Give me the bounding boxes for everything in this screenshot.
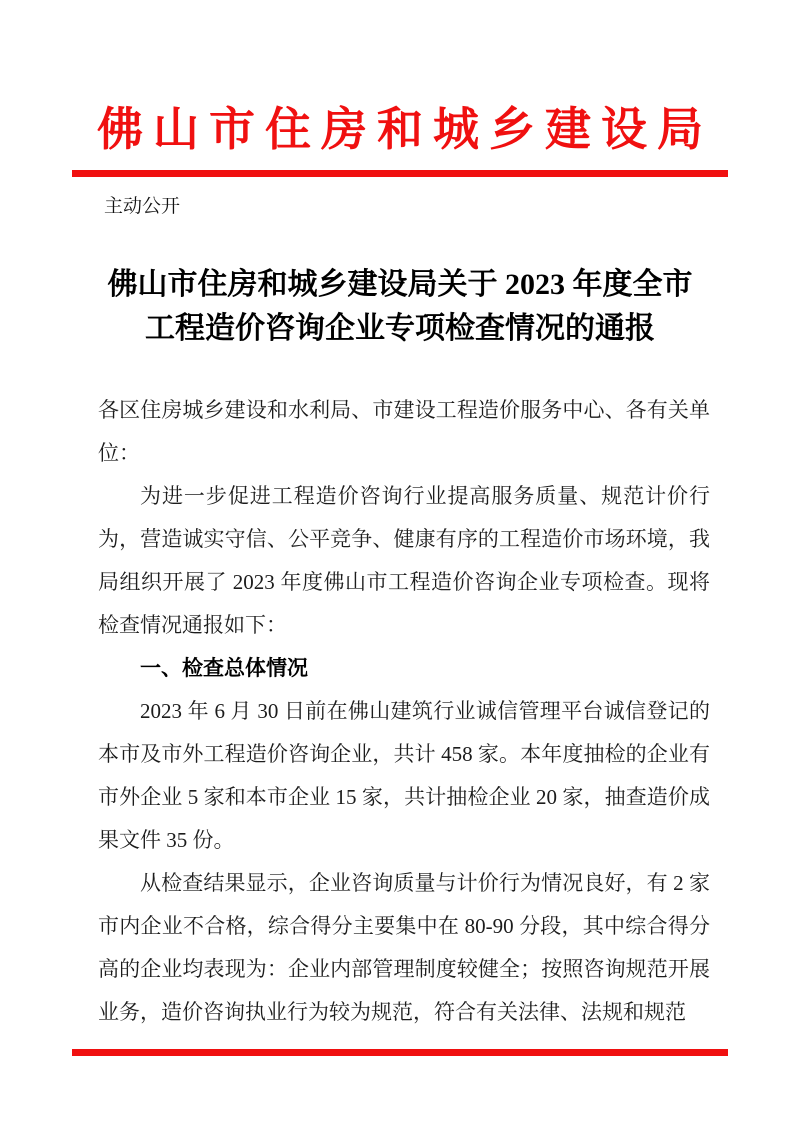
publish-status-label: 主动公开 bbox=[104, 196, 181, 217]
agency-masthead-title: 佛山市住房和城乡建设局 bbox=[97, 104, 713, 155]
intro-paragraph: 为进一步促进工程造价咨询行业提高服务质量、规范计价行为，营造诚实守信、公平竞争、健康有序的工程造价市场环境，我局组织开展了 2023 年度佛山市工程造价咨询企业专项检查。现将检查情况通报如下： bbox=[98, 484, 710, 637]
document-title-line-1: 佛山市住房和城乡建设局关于 2023 年度全市 bbox=[107, 268, 693, 301]
document-title bbox=[60, 263, 740, 351]
salutation-line: 各区住房城乡建设和水利局、市建设工程造价服务中心、各有关单位： bbox=[98, 398, 710, 465]
masthead-double-rule bbox=[72, 170, 728, 177]
overview-paragraph: 2023 年 6 月 30 日前在佛山建筑行业诚信管理平台诚信登记的本市及市外工程造价咨询企业，共计 458 家。本年度抽检的企业有市外企业 5 家和本市企业 15 家，共计抽检企业 20 家，抽查造价成果文件 35 份。 bbox=[98, 699, 710, 852]
section-1-heading: 一、检查总体情况 bbox=[140, 657, 308, 680]
page-footer-double-rule bbox=[72, 1049, 728, 1056]
document-title-line-2: 工程造价咨询企业专项检查情况的通报 bbox=[145, 312, 655, 345]
document-body bbox=[98, 389, 710, 1034]
results-paragraph: 从检查结果显示，企业咨询质量与计价行为情况良好，有 2 家市内企业不合格，综合得分主要集中在 80-90 分段，其中综合得分高的企业均表现为：企业内部管理制度较健全；按照咨询规范开展业务，造价咨询执业行为较为规范，符合有关法律、法规和规范 bbox=[98, 871, 710, 1024]
letterhead bbox=[72, 0, 728, 219]
